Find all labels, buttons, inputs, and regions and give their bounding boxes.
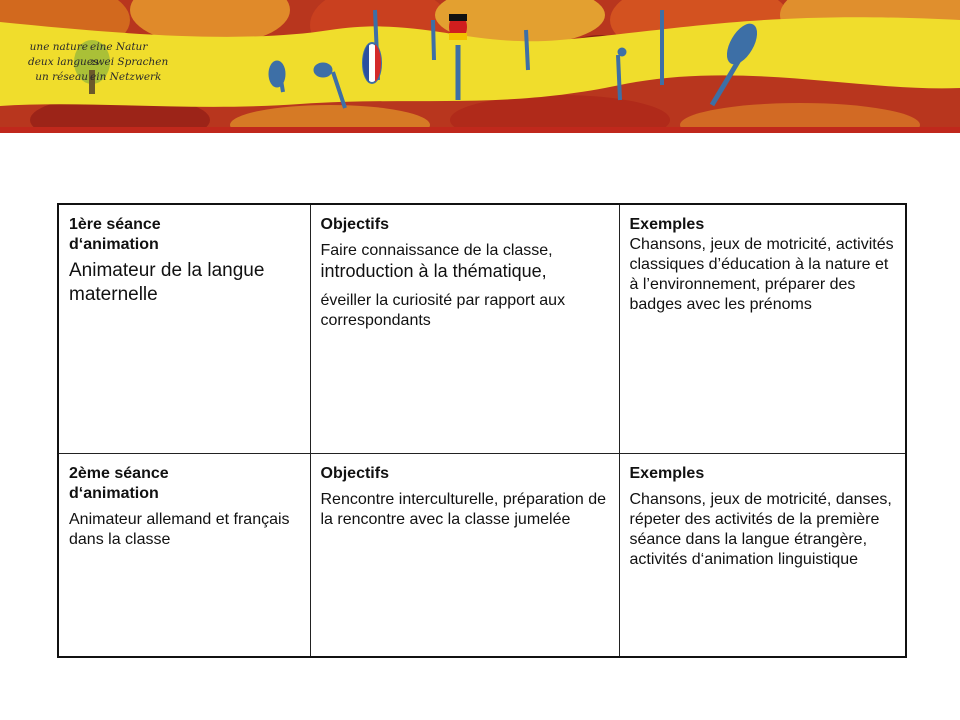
objectives-text-part1: Faire connaissance de la classe, bbox=[320, 242, 553, 259]
table-row bbox=[58, 204, 906, 454]
examples-header: Exemples bbox=[629, 465, 705, 482]
logo-line-de: zwei Sprachen bbox=[90, 56, 169, 68]
logo-line bbox=[28, 55, 168, 70]
examples-header: Exemples bbox=[629, 216, 705, 233]
logo-line bbox=[28, 70, 168, 85]
table-row bbox=[58, 454, 906, 658]
objectives-cell bbox=[310, 454, 619, 658]
objectives-header: Objectifs bbox=[320, 465, 389, 482]
session-title-line2: d‘animation bbox=[69, 236, 159, 253]
objectives-text-part3: éveiller la curiosité par rapport aux correspondants bbox=[320, 292, 566, 329]
examples-text: Chansons, jeux de motricité, activités classiques d’éducation à la nature et à l’environnement, préparer des badges avec les prénoms bbox=[629, 236, 894, 313]
logo-line-de: ein Netzwerk bbox=[90, 71, 162, 83]
logo-line-fr: une nature bbox=[29, 41, 88, 53]
logo-line-de: eine Natur bbox=[90, 41, 148, 53]
flag-icon-france bbox=[363, 43, 381, 83]
objectives-header: Objectifs bbox=[320, 216, 389, 233]
logo-bilingual-text bbox=[28, 40, 168, 85]
objectives-text bbox=[321, 241, 611, 283]
session-animator: Animateur de la langue maternelle bbox=[69, 260, 265, 305]
session-cell bbox=[58, 454, 310, 658]
examples-cell bbox=[619, 454, 906, 658]
examples-text: Chansons, jeux de motricité, danses, répeter des activités de la première séance dans la langue étrangère, activités d‘animation linguistique bbox=[629, 491, 892, 568]
session-title-line1: 2ème séance bbox=[69, 465, 169, 482]
logo-line-fr: un réseau bbox=[35, 71, 88, 83]
logo-line-fr: deux langues bbox=[28, 56, 99, 68]
examples-cell bbox=[619, 204, 906, 454]
objectives-text: Rencontre interculturelle, préparation de la rencontre avec la classe jumelée bbox=[320, 491, 606, 528]
session-cell bbox=[58, 204, 310, 454]
session-title-line2: d‘animation bbox=[69, 485, 159, 502]
session-table bbox=[57, 203, 907, 658]
objectives-cell bbox=[310, 204, 619, 454]
banner-bottom-border bbox=[0, 127, 960, 133]
logo-line bbox=[28, 40, 168, 55]
session-animator: Animateur allemand et français dans la classe bbox=[69, 511, 290, 548]
session-title-line1: 1ère séance bbox=[69, 216, 161, 233]
objectives-text-part2: introduction à la thématique, bbox=[320, 261, 547, 281]
flag-icon-germany bbox=[449, 14, 467, 40]
